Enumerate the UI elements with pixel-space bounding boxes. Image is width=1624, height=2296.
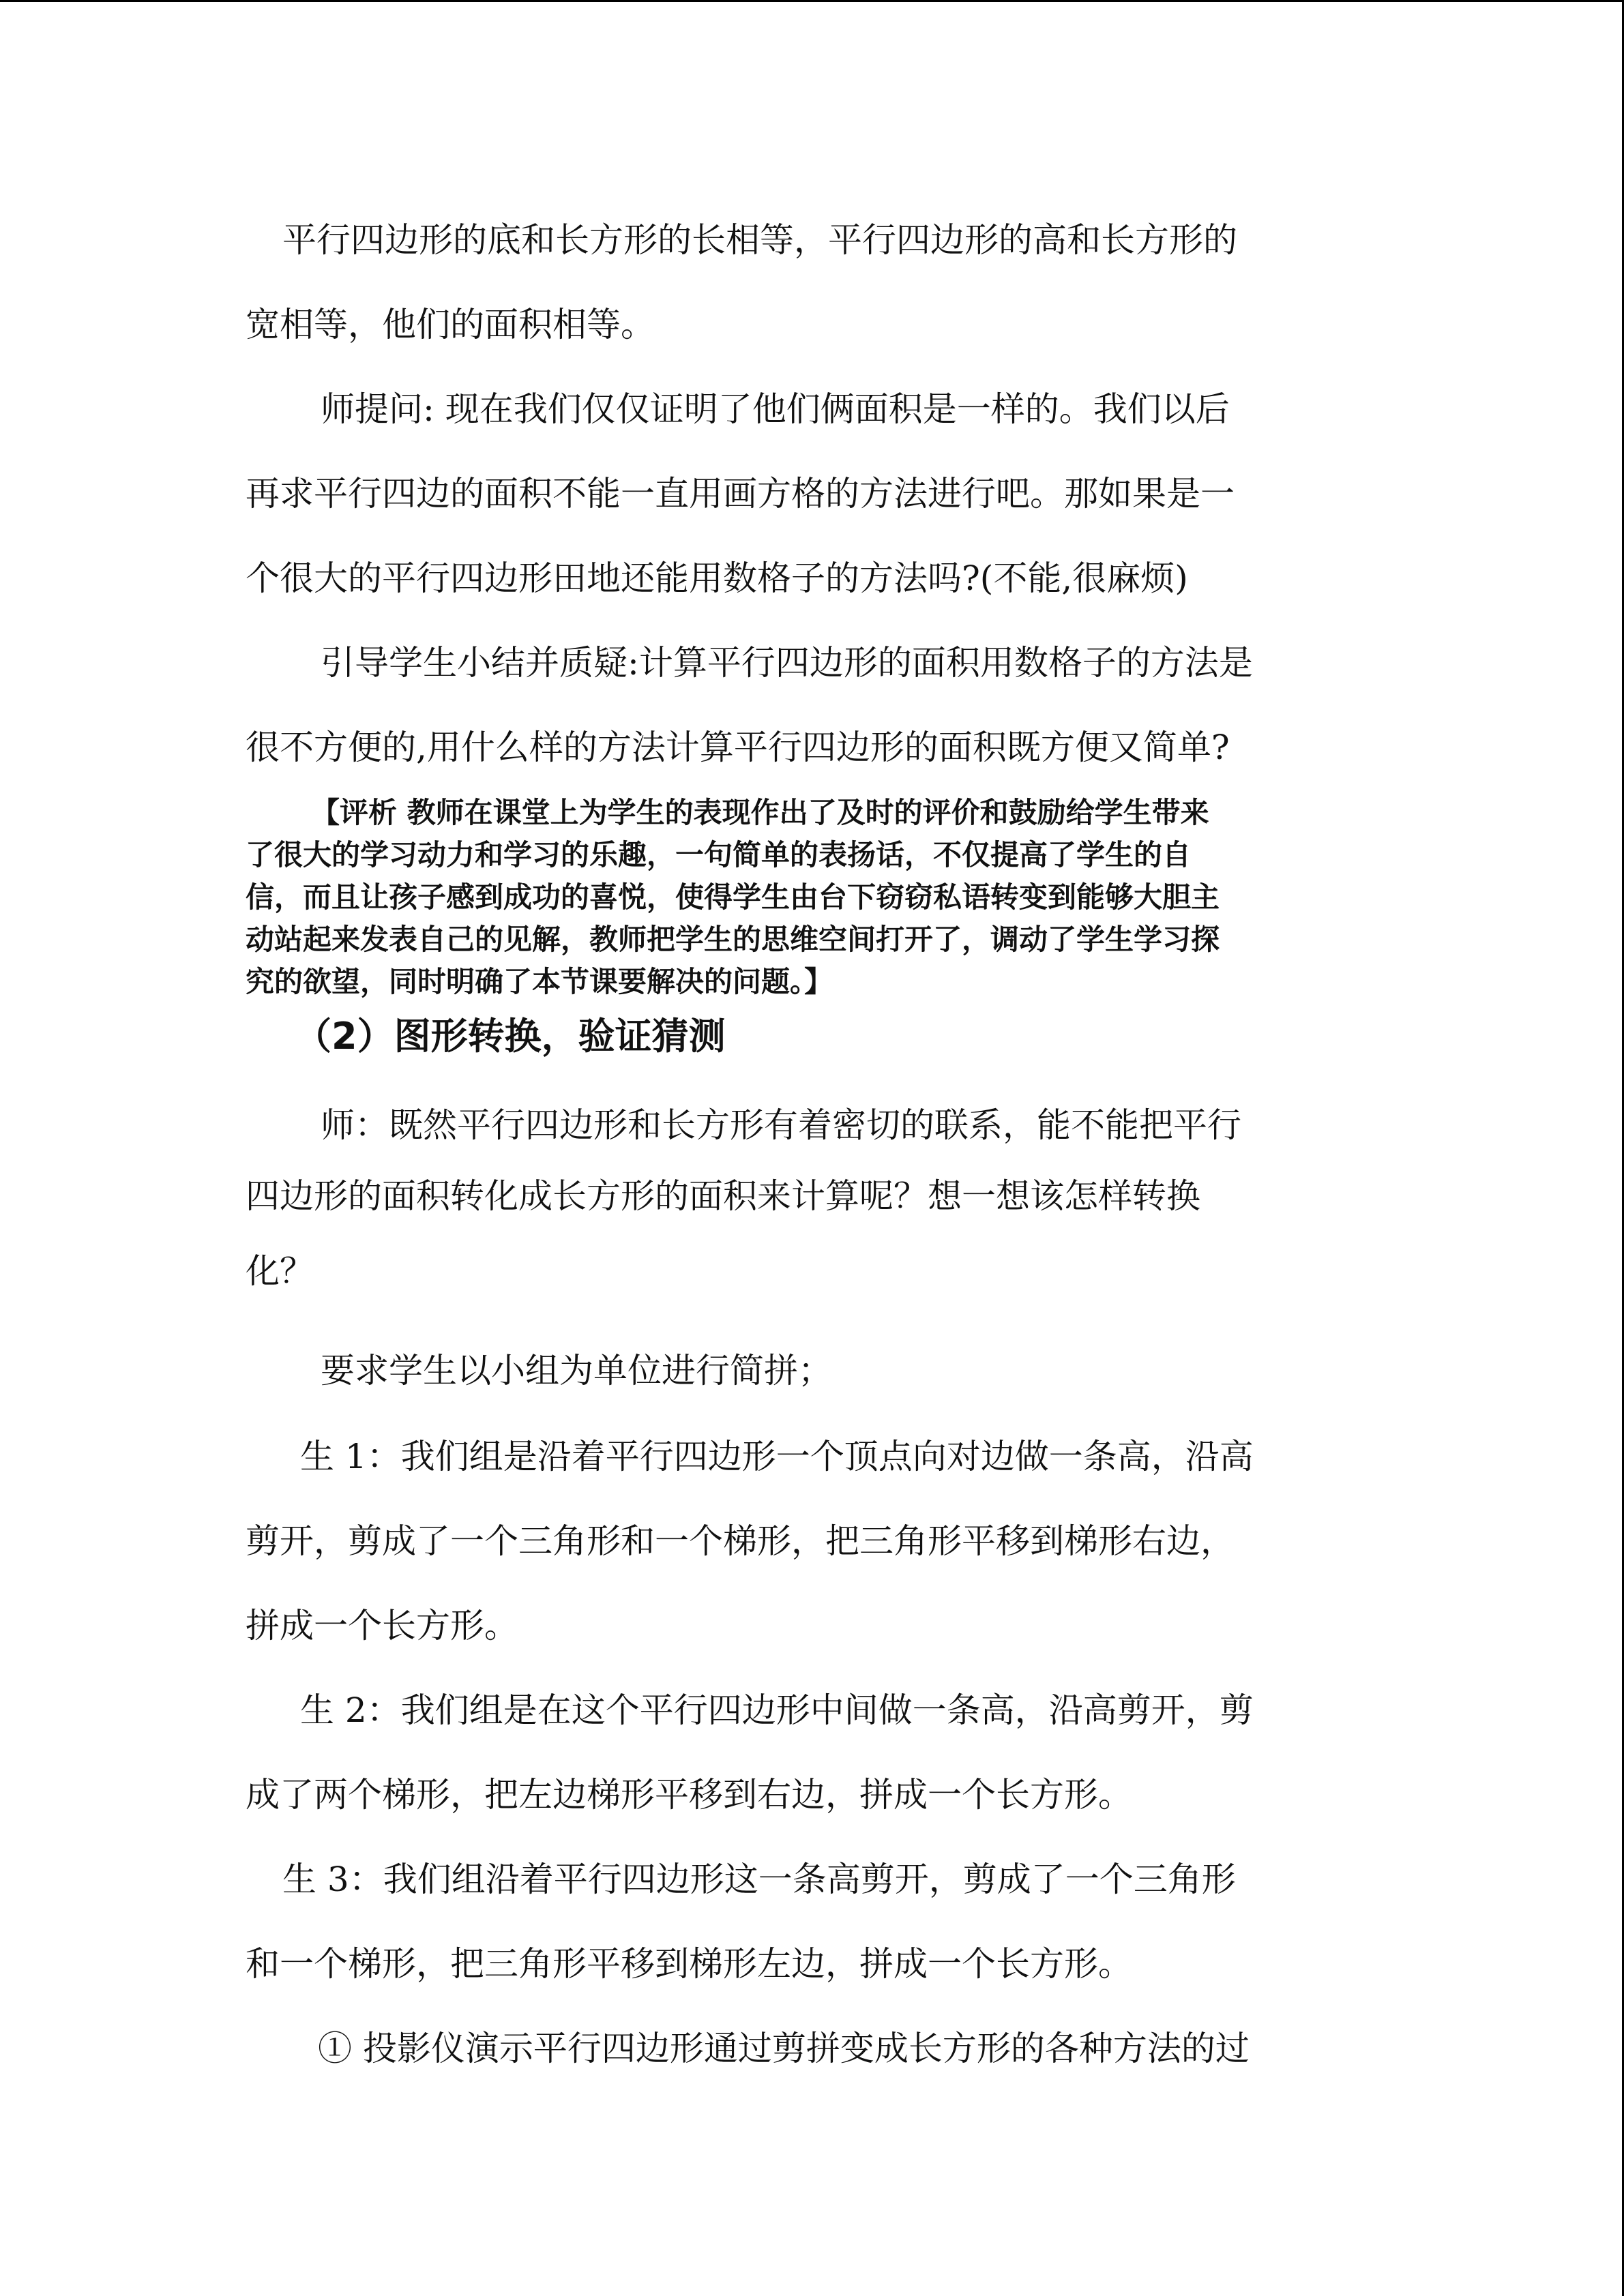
student-2-line: 成了两个梯形，把左边梯形平移到右边，拼成一个长方形。 <box>246 1775 1132 1815</box>
teacher-question-line: 个很大的平行四边形田地还能用数格子的方法吗?(不能,很麻烦) <box>246 558 1188 598</box>
projector-demo-line: ① 投影仪演示平行四边形通过剪拼变成长方形的各种方法的过 <box>318 2029 1250 2068</box>
student-3-line: 生 3：我们组沿着平行四边形这一条高剪开，剪成了一个三角形 <box>282 1860 1236 1899</box>
page-border-top <box>0 0 1624 2</box>
commentary-line: 【评析 教师在课堂上为学生的表现作出了及时的评价和鼓励给学生带来 <box>311 796 1209 829</box>
teacher-prompt-line: 师：既然平行四边形和长方形有着密切的联系，能不能把平行 <box>321 1105 1241 1145</box>
student-1-line: 拼成一个长方形。 <box>246 1606 518 1645</box>
commentary-line: 信，而且让孩子感到成功的喜悦，使得学生由台下窃窃私语转变到能够大胆主 <box>246 880 1220 914</box>
task-line: 要求学生以小组为单位进行简拼； <box>321 1351 832 1390</box>
teacher-prompt-line: 四边形的面积转化成长方形的面积来计算呢？想一想该怎样转换 <box>246 1176 1200 1216</box>
commentary-line: 动站起来发表自己的见解，教师把学生的思维空间打开了，调动了学生学习探 <box>246 923 1220 956</box>
teacher-question-line: 再求平行四边的面积不能一直用画方格的方法进行吧。那如果是一 <box>246 474 1235 513</box>
commentary-line: 究的欲望，同时明确了本节课要解决的问题。】 <box>246 965 833 998</box>
guide-summary-line: 引导学生小结并质疑:计算平行四边形的面积用数格子的方法是 <box>321 643 1253 683</box>
student-1-line: 生 1：我们组是沿着平行四边形一个顶点向对边做一条高，沿高 <box>300 1437 1254 1476</box>
paragraph-intro-line: 宽相等，他们的面积相等。 <box>246 305 655 344</box>
guide-summary-line: 很不方便的,用什么样的方法计算平行四边形的面积既方便又简单? <box>246 728 1230 767</box>
teacher-question-line: 师提问: 现在我们仅仅证明了他们俩面积是一样的。我们以后 <box>321 389 1230 429</box>
paragraph-intro-line: 平行四边形的底和长方形的长相等，平行四边形的高和长方形的 <box>282 220 1237 260</box>
student-1-line: 剪开，剪成了一个三角形和一个梯形，把三角形平移到梯形右边， <box>246 1521 1235 1561</box>
section-heading: （2）图形转换，验证猜测 <box>295 1015 726 1058</box>
commentary-line: 了很大的学习动力和学习的乐趣，一句简单的表扬话，不仅提高了学生的自 <box>246 838 1192 871</box>
student-3-line: 和一个梯形，把三角形平移到梯形左边，拼成一个长方形。 <box>246 1944 1132 1984</box>
student-2-line: 生 2：我们组是在这个平行四边形中间做一条高，沿高剪开，剪 <box>300 1690 1254 1730</box>
teacher-prompt-line: 化？ <box>246 1251 314 1291</box>
